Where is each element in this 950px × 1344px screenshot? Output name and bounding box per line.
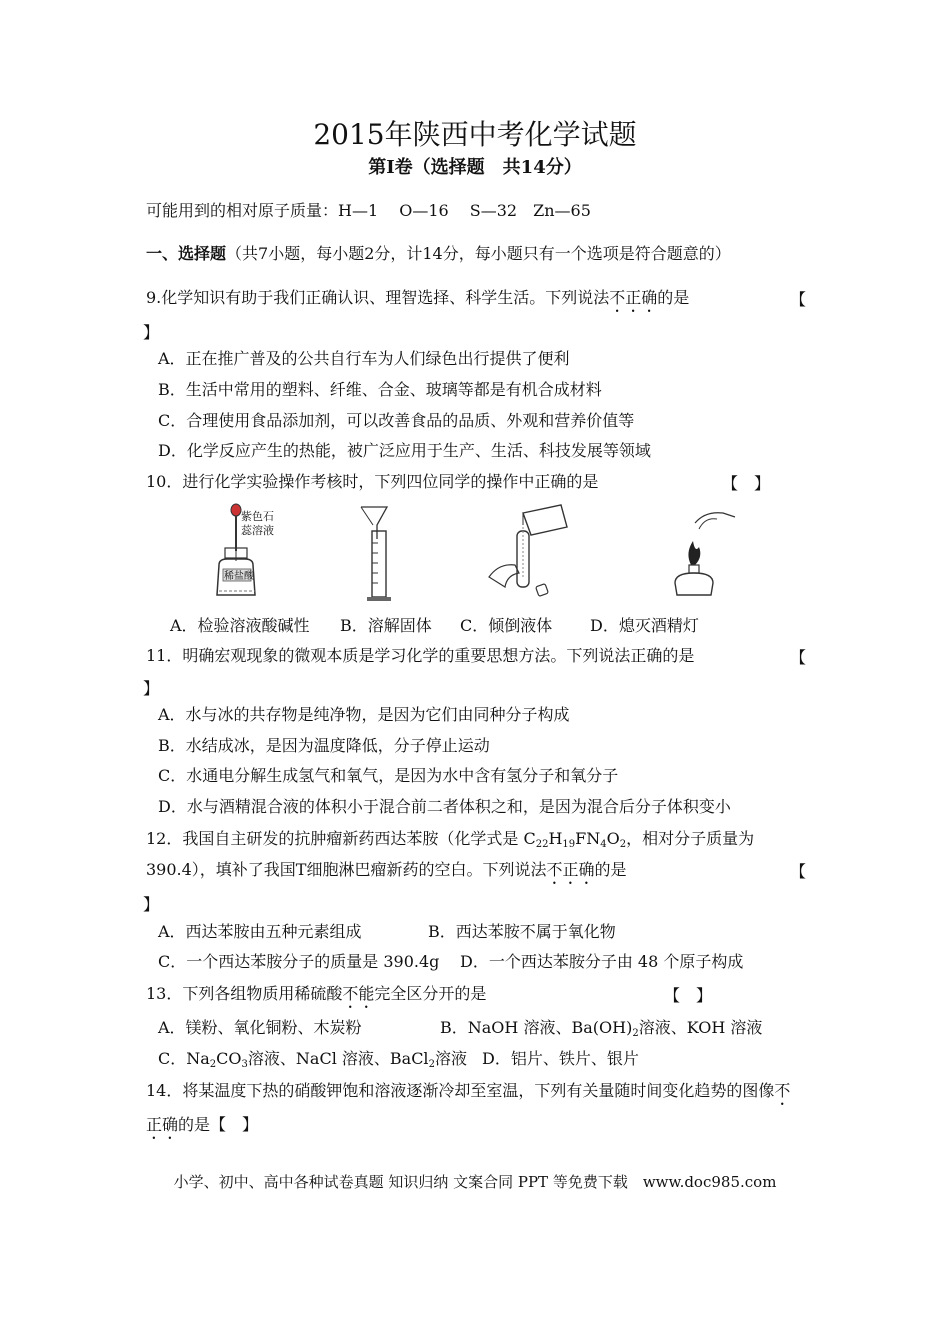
page-title: 2015年陕西中考化学试题 [313,118,637,151]
q12-line2-text-end: 的是 [594,860,627,879]
q9-option-d: D．化学反应产生的热能，被广泛应用于生产、生活、科技发展等领域 [158,441,651,460]
q12-formula-h: H [548,829,563,848]
q9-option-b: B．生活中常用的塑料、纤维、合金、玻璃等都是有机合成材料 [158,380,602,399]
section-note: （共7小题，每小题2分，计14分，每小题只有一个选项是符合题意的） [226,244,731,263]
figure-a-dropper-bottle [205,503,285,603]
q14-line1-emphasis: 不 [774,1081,791,1100]
q13-stem-text: 13．下列各组物质用稀硫酸 [146,984,343,1003]
atomic-mass-line: 可能用到的相对原子质量：H—1 O—16 S—32 Zn—65 [146,201,591,220]
q9-option-a: A．正在推广普及的公共自行车为人们绿色出行提供了便利 [158,349,570,368]
q12-option-c: C．一个西达苯胺分子的质量是 390.4g [158,952,440,971]
q12-subscript-n: 4 [600,839,607,850]
q13-option-b [440,1017,762,1039]
q11-stem: 11．明确宏观现象的微观本质是学习化学的重要思想方法。下列说法正确的是 [146,646,695,665]
q9-option-c: C．合理使用食品添加剂，可以改善食品的品质、外观和营养价值等 [158,411,635,430]
q12-line2-text: 390.4），填补了我国T细胞淋巴瘤新药的空白。下列说法 [146,860,547,879]
q14-line2-emphasis: 正确 [146,1115,179,1134]
q11-option-b: B．水结成冰，是因为温度降低，分子停止运动 [158,736,490,755]
q14-line1-text: 14．将某温度下热的硝酸钾饱和溶液逐渐冷却至室温，下列有关量随时间变化趋势的图像 [146,1081,775,1100]
q12-option-b: B．西达苯胺不属于氧化物 [428,922,616,941]
section-heading-line [146,243,731,265]
figure-d-alcohol-lamp [665,503,745,603]
q9-bracket-open: 【 [790,290,807,309]
section-heading: 一、选择题 [146,244,227,263]
figure-a-label-2: 蕊溶液 [241,524,274,537]
q13-option-c-sub3: 2 [428,1059,435,1070]
q12-stem-line2 [146,859,627,888]
q13-option-c [158,1048,467,1070]
q11-option-d: D．水与酒精混合液的体积小于混合前二者体积之和，是因为混合后分子体积变小 [158,797,731,816]
q11-option-a: A．水与冰的共存物是纯净物，是因为它们由同种分子构成 [158,705,570,724]
q9-bracket-close: 】 [143,323,160,342]
q14-line2-text: 的是【 】 [178,1115,259,1134]
q10-bracket: 【 】 [722,474,771,493]
q10-figures [195,503,755,608]
page-footer: 小学、初中、高中各种试卷真题 知识归纳 文案合同 PPT 等免费下载 www.doc985.com [173,1173,777,1191]
figure-c-pouring-liquid [485,503,575,603]
q12-stem-text: 12．我国自主研发的抗肿瘤新药西达苯胺（化学式是 C [146,829,536,848]
q12-subscript-c: 22 [535,839,549,850]
q12-formula-fn: FN [575,829,601,848]
q13-option-b-subscript: 2 [632,1028,639,1039]
q12-bracket-close: 】 [143,895,160,914]
q9-stem-text-end: 的是 [657,288,690,307]
q13-option-d: D．铝片、铁片、银片 [482,1049,639,1068]
q13-stem-text-end: 完全区分开的是 [374,984,487,1003]
q13-stem-emphasis: 不能 [342,984,375,1003]
q13-option-c-sub1: 2 [209,1059,217,1070]
q12-stem-line1 [146,828,754,850]
q10-option-a: A．检验溶液酸碱性 [170,616,310,635]
q13-option-a: A．镁粉、氧化铜粉、木炭粉 [158,1018,362,1037]
q10-option-d: D．熄灭酒精灯 [590,616,699,635]
q13-option-c-sub2: 3 [241,1059,248,1070]
q11-bracket-close: 】 [143,679,160,698]
q13-option-c-text4: 溶液 [434,1049,467,1068]
q9-stem-emphasis: 不正确 [609,288,658,307]
figure-a-bottle-label: 稀盐酸 [224,571,254,582]
q13-option-c-text3: 溶液、NaCl 溶液、BaCl [247,1049,429,1068]
figure-a-label-1: 紫色石 [241,510,274,523]
q12-option-a: A．西达苯胺由五种元素组成 [158,922,362,941]
figure-b-cylinder-funnel [355,503,415,603]
q13-option-c-text: C．Na [158,1049,210,1068]
q12-formula-o: O [606,829,620,848]
q12-option-d: D．一个西达苯胺分子由 48 个原子构成 [460,952,744,971]
q14-stem-line1 [146,1080,790,1109]
q9-stem-text: 9.化学知识有助于我们正确认识、理智选择、科学生活。下列说法 [146,288,610,307]
q10-stem: 10．进行化学实验操作考核时，下列四位同学的操作中正确的是 [146,472,599,491]
q12-line2-emphasis: 不正确 [546,860,595,879]
q9-stem [146,287,689,316]
q12-stem-text-end: ，相对分子质量为 [626,829,755,848]
q10-option-b: B．溶解固体 [340,616,432,635]
q13-bracket: 【 】 [664,986,713,1005]
q13-option-b-text-end: 溶液、KOH 溶液 [638,1018,763,1037]
page-subtitle: 第Ⅰ卷（选择题 共14分） [368,157,582,178]
q10-option-c: C．倾倒液体 [460,616,553,635]
q13-option-b-text: B．NaOH 溶液、Ba(OH) [440,1018,633,1037]
q14-stem-line2 [146,1114,258,1143]
q11-bracket-open: 【 [790,648,807,667]
q13-stem [146,983,486,1012]
q12-subscript-h: 19 [562,839,576,850]
q12-subscript-o: 2 [619,839,627,850]
q11-option-c: C．水通电分解生成氢气和氧气，是因为水中含有氢分子和氧分子 [158,766,619,785]
q13-option-c-text2: CO [216,1049,242,1068]
q12-bracket-open: 【 [790,862,807,881]
